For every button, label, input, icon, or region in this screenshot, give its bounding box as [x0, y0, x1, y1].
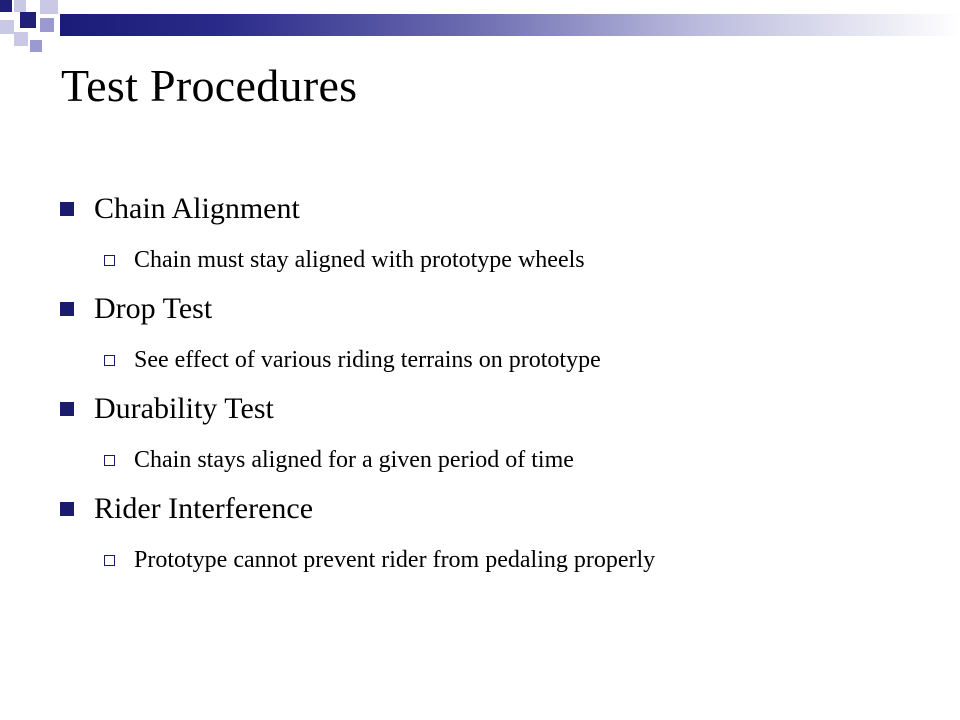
bullet-item	[60, 388, 920, 488]
sub-bullet-row	[104, 342, 601, 378]
square-bullet-icon	[60, 202, 74, 216]
hollow-square-bullet-icon	[104, 555, 115, 566]
square-bullet-icon	[60, 502, 74, 516]
sub-bullet-row	[104, 242, 585, 278]
square-bullet-icon	[60, 302, 74, 316]
decorative-square-7	[14, 32, 28, 46]
hollow-square-bullet-icon	[104, 255, 115, 266]
bullet-row	[60, 488, 313, 530]
decorative-square-4	[40, 0, 58, 14]
bullet-label: Rider Interference	[94, 492, 314, 525]
bullet-row	[60, 288, 212, 330]
bullet-row	[60, 388, 274, 430]
square-bullet-icon	[60, 402, 74, 416]
slide-title: Test Procedures	[61, 60, 358, 111]
bullet-label: Drop Test	[94, 292, 213, 325]
decorative-square-2	[14, 0, 26, 12]
sub-bullet-label: Chain stays aligned for a given period of time	[134, 447, 574, 473]
sub-bullet-label: See effect of various riding terrains on prototype	[134, 347, 601, 373]
decorative-square-1	[0, 0, 12, 12]
sub-bullet-row	[104, 442, 574, 478]
header-gradient-bar	[60, 14, 960, 36]
sub-bullet-label: Prototype cannot prevent rider from pedaling properly	[134, 547, 656, 573]
decorative-square-8	[30, 40, 42, 52]
bullet-item	[60, 188, 920, 288]
bullet-label: Chain Alignment	[94, 192, 300, 225]
bullet-item	[60, 488, 920, 588]
decorative-square-3	[20, 12, 36, 28]
bullet-row	[60, 188, 300, 230]
decorative-square-6	[40, 18, 54, 32]
hollow-square-bullet-icon	[104, 455, 115, 466]
bullet-item	[60, 288, 920, 388]
sub-bullet-label: Chain must stay aligned with prototype wheels	[134, 247, 585, 273]
bullet-label: Durability Test	[94, 392, 274, 425]
decorative-square-5	[0, 20, 14, 34]
hollow-square-bullet-icon	[104, 355, 115, 366]
sub-bullet-row	[104, 542, 655, 578]
bullet-list	[60, 188, 920, 588]
